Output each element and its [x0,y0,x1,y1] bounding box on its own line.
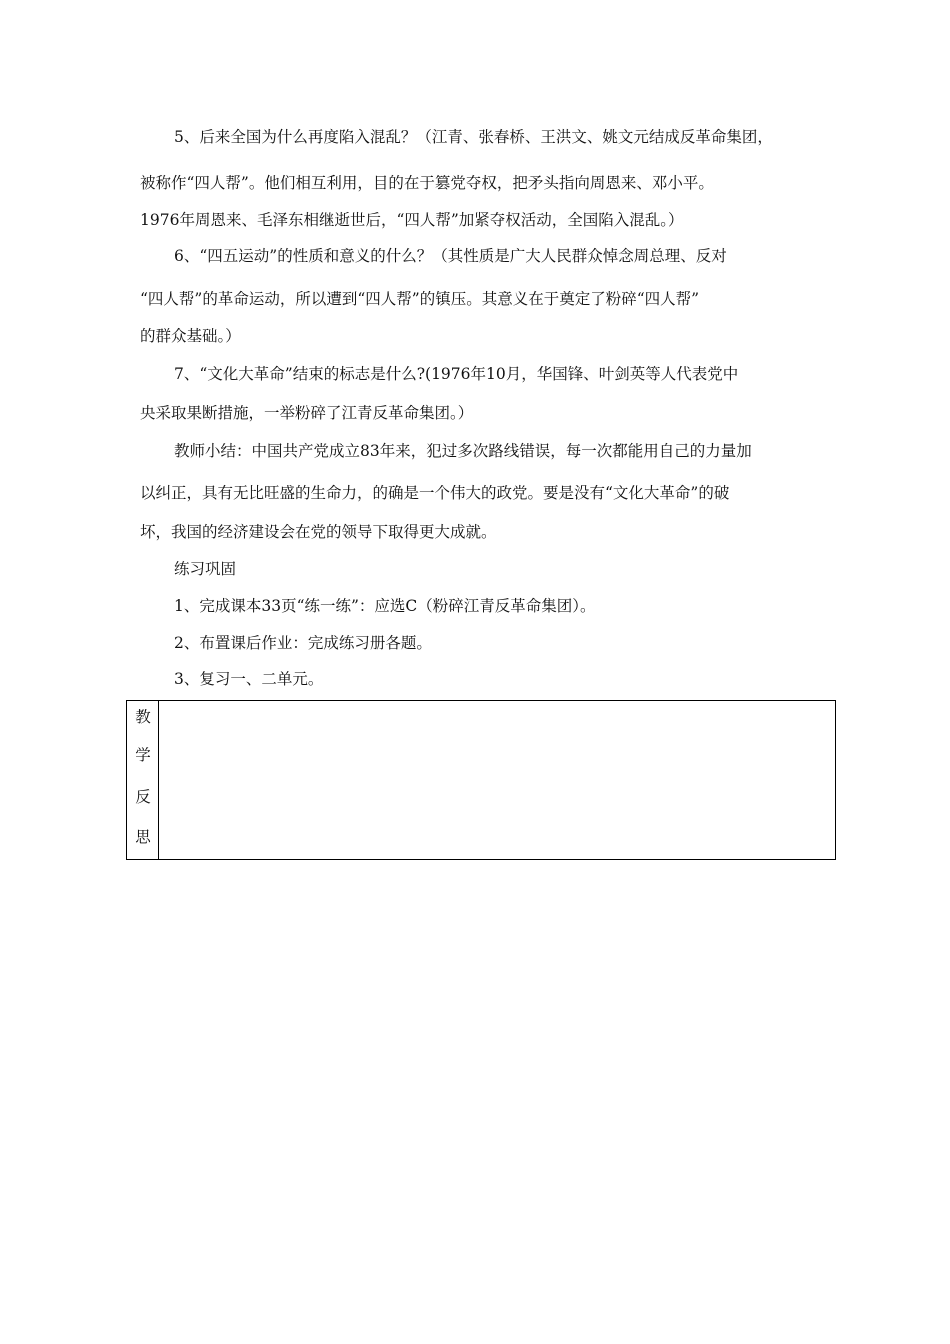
reflection-label-char-3: 反 [135,788,151,806]
reflection-content-cell [159,701,835,859]
teaching-reflection-table [126,700,836,860]
reflection-label-char-1: 教 [135,708,151,726]
question-5-line-2: 被称作“四人帮”。他们相互利用，目的在于篡党夺权，把矛头指向周恩来、邓小平。 [140,174,714,192]
question-6-line-2: “四人帮”的革命运动，所以遭到“四人帮”的镇压。其意义在于奠定了粉碎“四人帮” [140,290,700,308]
teacher-summary-line-3: 坏，我国的经济建设会在党的领导下取得更大成就。 [140,523,497,541]
reflection-label-char-4: 思 [135,828,151,846]
question-5-line-3: 1976年周恩来、毛泽东相继逝世后，“四人帮”加紧夺权活动，全国陷入混乱。） [140,211,684,229]
reflection-label-cell [127,701,159,859]
teacher-summary-line-1: 教师小结：中国共产党成立83年来，犯过多次路线错误，每一次都能用自己的力量加 [174,442,752,460]
practice-heading: 练习巩固 [174,560,237,578]
reflection-label-char-2: 学 [135,746,151,764]
teacher-summary-line-2: 以纠正，具有无比旺盛的生命力，的确是一个伟大的政党。要是没有“文化大革命”的破 [140,484,730,502]
practice-item-1: 1、完成课本33页“练一练”：应选C（粉碎江青反革命集团）。 [174,597,596,615]
question-7-line-1: 7、“文化大革命”结束的标志是什么?(1976年10月，华国锋、叶剑英等人代表党中 [174,365,739,383]
practice-item-3: 3、复习一、二单元。 [174,670,324,688]
question-5-line-1: 5、后来全国为什么再度陷入混乱？（江青、张春桥、王洪文、姚文元结成反革命集团， [174,128,773,146]
question-6-line-1: 6、“四五运动”的性质和意义的什么？（其性质是广大人民群众悼念周总理、反对 [174,247,727,265]
question-7-line-2: 央采取果断措施，一举粉碎了江青反革命集团。） [140,404,474,422]
practice-item-2: 2、布置课后作业：完成练习册各题。 [174,634,432,652]
question-6-line-3: 的群众基础。） [140,327,241,345]
